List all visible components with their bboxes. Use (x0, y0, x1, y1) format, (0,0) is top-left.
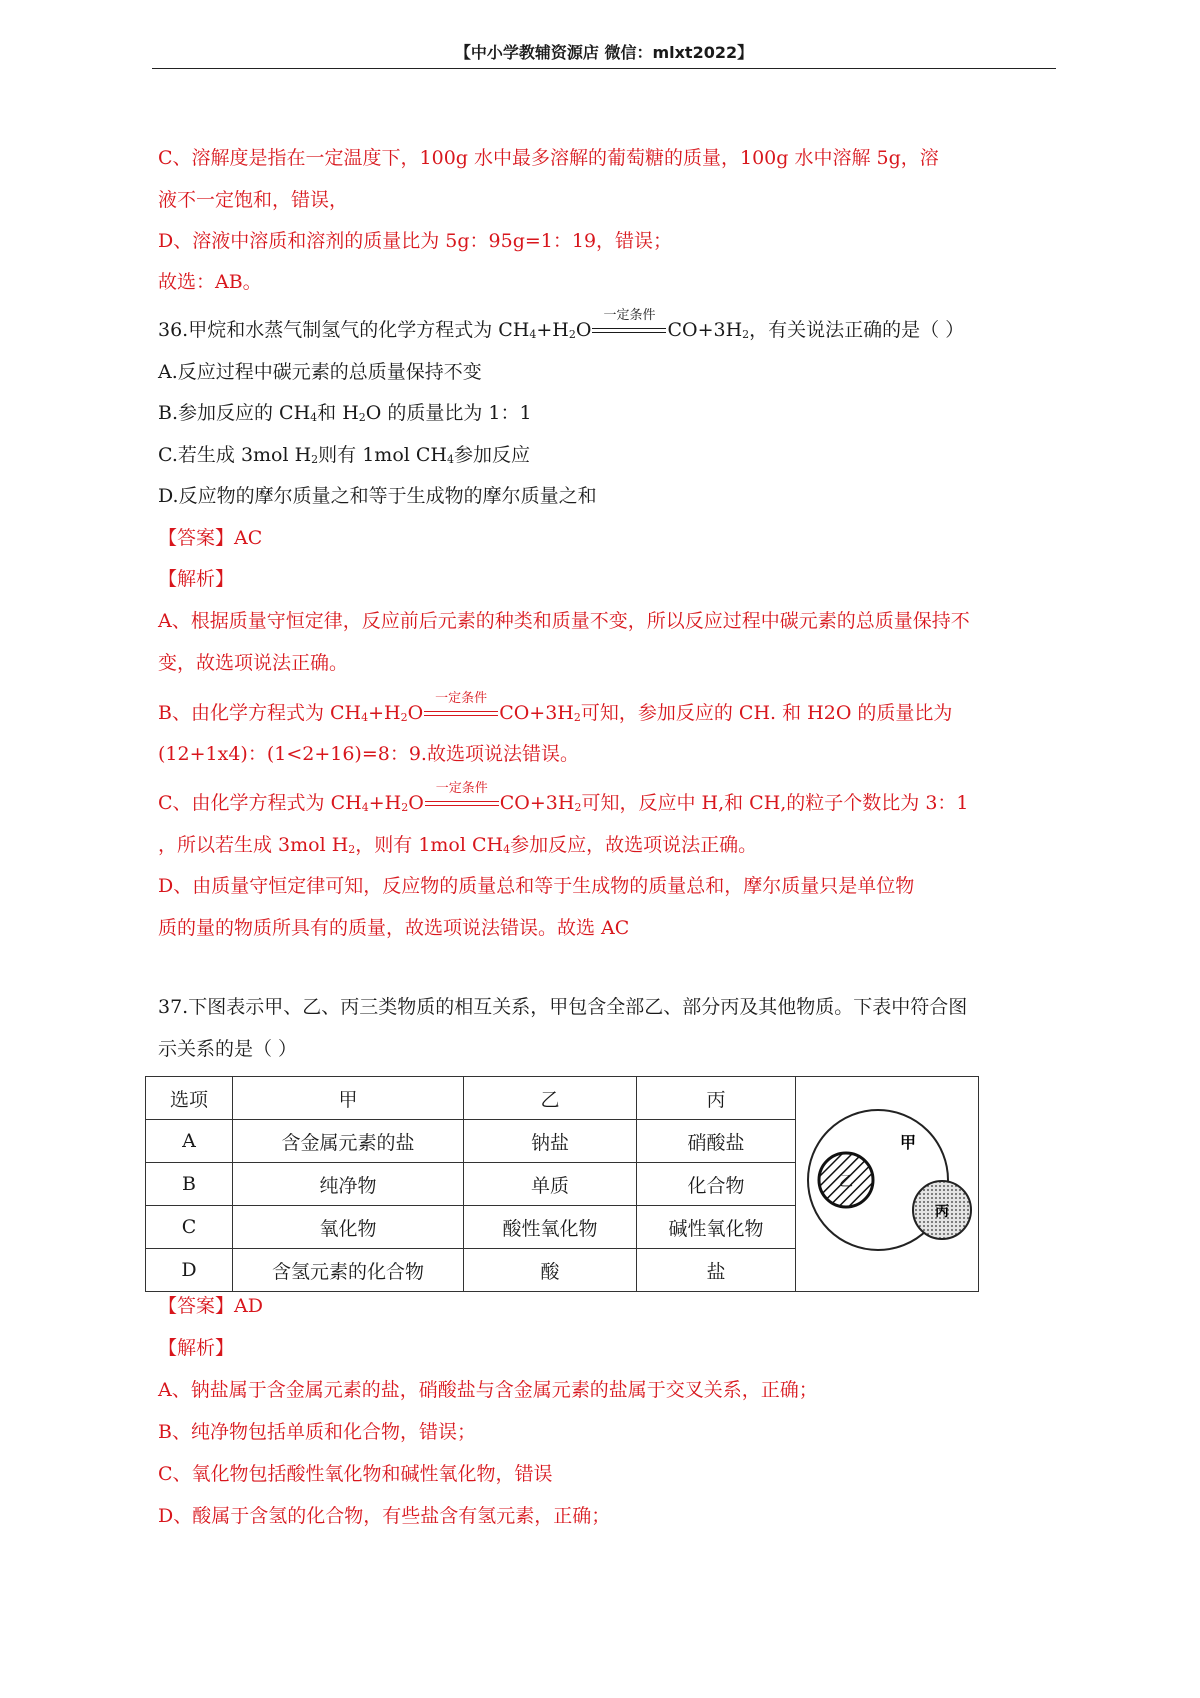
q36-analysis-c-line1: C、由化学方程式为 CH4+H2O 一定条件 CO+3H2可知，反应中 H,和 CH,的粒子个数比为 3：1 (158, 781, 969, 814)
venn-figure-cell (796, 1077, 979, 1292)
table-cell: 化合物 (637, 1163, 796, 1206)
q36-stem: 36.甲烷和水蒸气制氢气的化学方程式为 CH4+H2O 一定条件 CO+3H2，有关说法正确的是（ ） (158, 308, 965, 341)
table-header-cell: 乙 (464, 1077, 637, 1120)
table-cell: 氧化物 (233, 1206, 464, 1249)
q36-analysis-d-line1: D、由质量守恒定律可知，反应物的质量总和等于生成物的质量总和，摩尔质量只是单位物 (158, 875, 915, 897)
table-cell: 盐 (637, 1249, 796, 1292)
q36-option-a: A.反应过程中碳元素的总质量保持不变 (158, 361, 482, 383)
q36-analysis-d-line2: 质的量的物质所具有的质量，故选项说法错误。故选 AC (158, 917, 630, 939)
table-cell: D (146, 1249, 233, 1292)
jia-label: 甲 (900, 1133, 917, 1152)
table-cell: 含金属元素的盐 (233, 1120, 464, 1163)
q36-analysis-c-line2: ，所以若生成 3mol H2，则有 1mol CH4参加反应，故选项说法正确。 (158, 834, 758, 856)
table-cell: 碱性氧化物 (637, 1206, 796, 1249)
q36-analysis-a-line1: A、根据质量守恒定律，反应前后元素的种类和质量不变，所以反应过程中碳元素的总质量保持不 (158, 610, 970, 632)
q35-option-c-line2: 液不一定饱和，错误， (158, 189, 349, 211)
table-cell: B (146, 1163, 233, 1206)
q37-analysis-label: 【解析】 (158, 1337, 235, 1359)
table-header-cell: 甲 (233, 1077, 464, 1120)
page-header: 【中小学教辅资源店 微信：mlxt2022】 (454, 43, 754, 62)
q36-analysis-b-line2: (12+1x4)：(1<2+16)=8：9.故选项说法错误。 (158, 743, 579, 765)
condition-arrow: 一定条件 (425, 791, 499, 811)
table-cell: 钠盐 (464, 1120, 637, 1163)
table-cell: 酸 (464, 1249, 637, 1292)
table-cell: C (146, 1206, 233, 1249)
table-row (146, 1077, 979, 1120)
q37-analysis-b: B、纯净物包括单质和化合物，错误； (158, 1421, 476, 1443)
q36-analysis-b-line1: B、由化学方程式为 CH4+H2O 一定条件 CO+3H2可知，参加反应的 CH. 和 H2O 的质量比为 (158, 691, 953, 724)
table-cell: 含氢元素的化合物 (233, 1249, 464, 1292)
q36-analysis-label: 【解析】 (158, 568, 235, 590)
bing-label: 丙 (935, 1204, 949, 1220)
q37-stem-line1: 37.下图表示甲、乙、丙三类物质的相互关系，甲包含全部乙、部分丙及其他物质。下表中符合图 (158, 996, 968, 1018)
q36-analysis-a-line2: 变，故选项说法正确。 (158, 652, 349, 674)
table-cell: 酸性氧化物 (464, 1206, 637, 1249)
q37-answer: 【答案】AD (158, 1295, 263, 1317)
venn-diagram (802, 1084, 972, 1284)
q37-analysis-d: D、酸属于含氢的化合物，有些盐含有氢元素，正确； (158, 1505, 611, 1527)
q36-answer: 【答案】AC (158, 527, 263, 549)
q37-analysis-a: A、钠盐属于含金属元素的盐，硝酸盐与含金属元素的盐属于交叉关系，正确； (158, 1379, 818, 1401)
table-cell: 单质 (464, 1163, 637, 1206)
q37-table (145, 1076, 979, 1292)
q35-option-d: D、溶液中溶质和溶剂的质量比为 5g：95g=1：19，错误； (158, 230, 673, 252)
q35-conclusion: 故选：AB。 (158, 271, 262, 293)
table-header-cell: 丙 (637, 1077, 796, 1120)
yi-label: 乙 (839, 1174, 853, 1190)
table-cell: 纯净物 (233, 1163, 464, 1206)
header-rule (152, 68, 1056, 69)
condition-arrow: 一定条件 (424, 701, 498, 721)
table-cell: 硝酸盐 (637, 1120, 796, 1163)
q37-stem-line2: 示关系的是（ ） (158, 1038, 298, 1060)
table-header-cell: 选项 (146, 1077, 233, 1120)
q36-option-b: B.参加反应的 CH4和 H2O 的质量比为 1：1 (158, 402, 532, 424)
q35-option-c-line1: C、溶解度是指在一定温度下，100g 水中最多溶解的葡萄糖的质量，100g 水中溶解 5g，溶 (158, 147, 939, 169)
condition-arrow: 一定条件 (592, 318, 666, 338)
q36-option-c: C.若生成 3mol H2则有 1mol CH4参加反应 (158, 444, 530, 466)
q36-option-d: D.反应物的摩尔质量之和等于生成物的摩尔质量之和 (158, 485, 597, 507)
table-cell: A (146, 1120, 233, 1163)
q37-analysis-c: C、氧化物包括酸性氧化物和碱性氧化物，错误 (158, 1463, 553, 1485)
